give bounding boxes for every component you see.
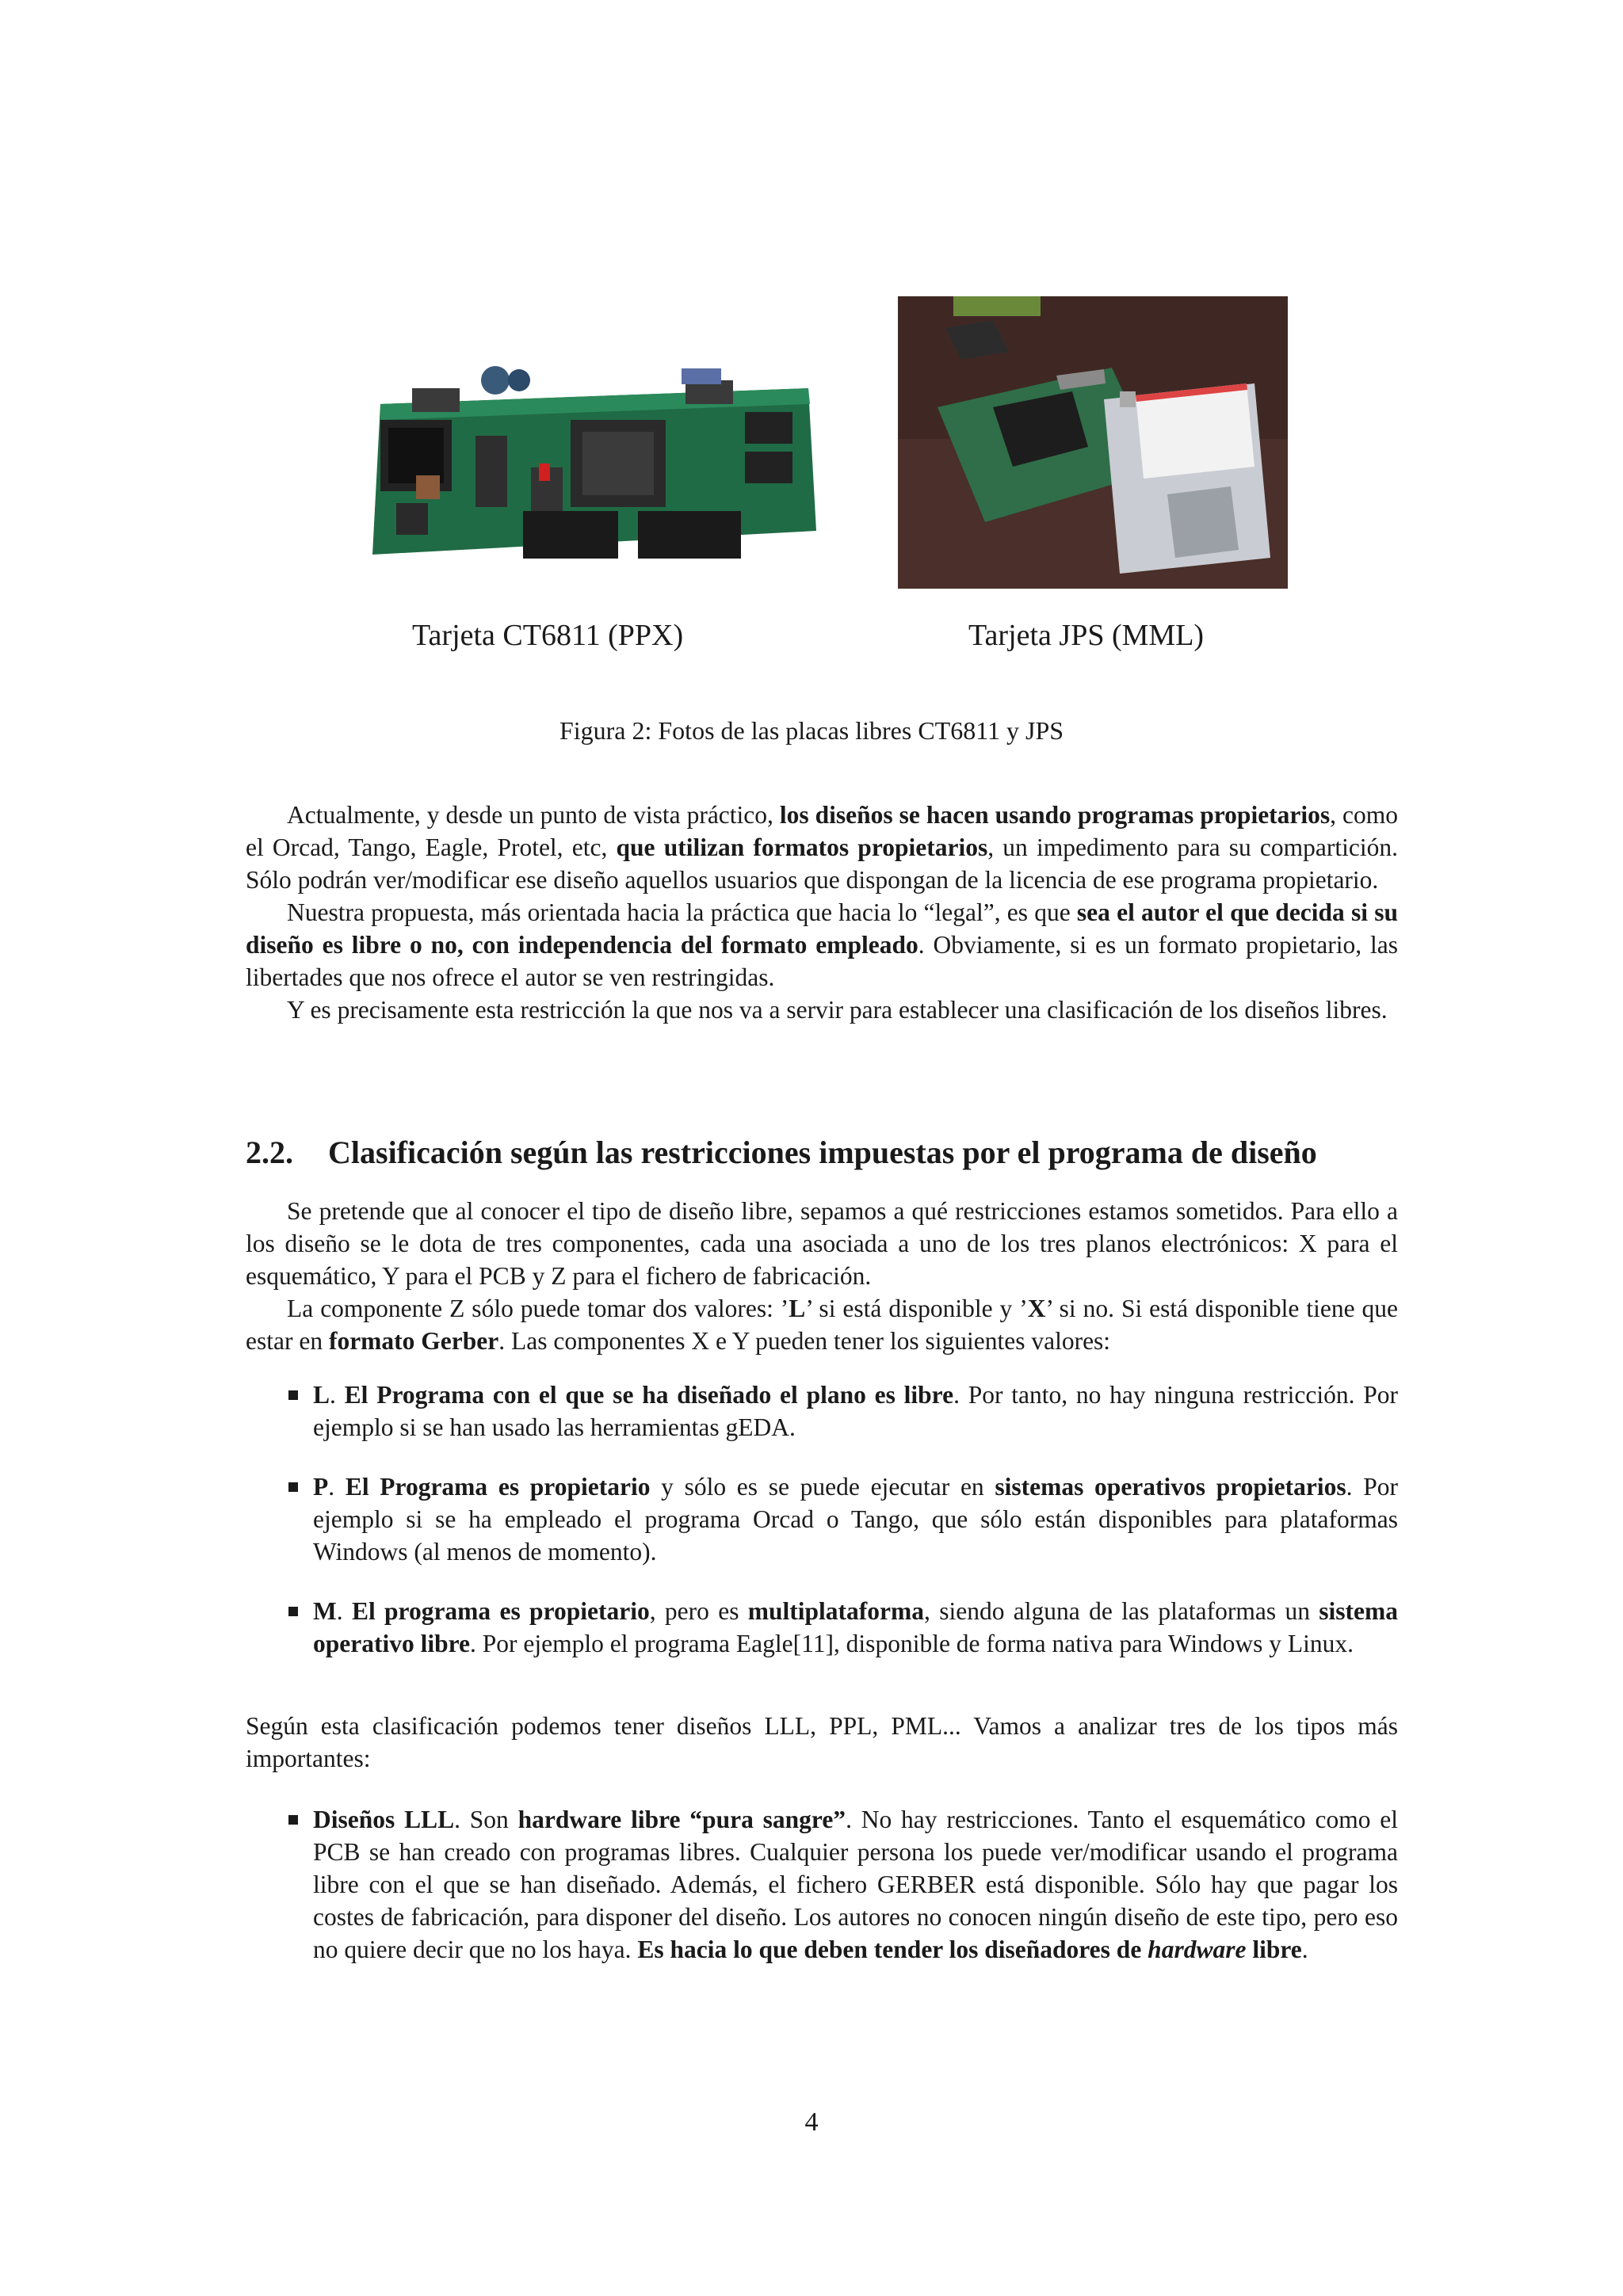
bullet-square-icon xyxy=(288,1482,298,1492)
photo-ct6811-board xyxy=(365,333,824,570)
section-title: Clasificación según las restricciones impuestas por el programa de diseño xyxy=(328,1135,1317,1170)
list-item xyxy=(246,1595,1398,1660)
bullet-square-icon xyxy=(288,1815,298,1825)
paragraph: Actualmente, y desde un punto de vista práctico, los diseños se hacen usando programas propietarios, como el Orcad, Tango, Eagle, Protel, etc, que utilizan formatos propietarios, un impedimento para su compartición. Sólo podrán ver/modificar ese diseño aquellos usuarios que dispongan de la licencia de ese programa propietario. xyxy=(246,801,1398,894)
figure-caption-left: Tarjeta CT6811 (PPX) xyxy=(412,619,684,652)
page-number: 4 xyxy=(804,2107,819,2137)
paragraph: Se pretende que al conocer el tipo de diseño libre, sepamos a qué restricciones estamos sometidos. Para ello a los diseño se le dota de tres componentes, cada una asociada a uno de los tres planos electrónicos: X para el esquemático, Y para el PCB y Z para el fichero de fabricación. xyxy=(246,1197,1398,1290)
paragraph-after-bullets xyxy=(246,1710,1398,1775)
pcb-photo-jps-with-floppy-icon xyxy=(898,296,1288,589)
list-item-text: Diseños LLL. Son hardware libre “pura sangre”. No hay restricciones. Tanto el esquemático como el PCB se han creado con programas libres. Cualquier persona los puede ver/modificar usando el programa libre con el que se han diseñado. Además, el fichero GERBER está disponible. Sólo hay que pagar los costes de fabricación, para disponer del diseño. Los autores no conocen ningún diseño de este tipo, pero eso no quiere decir que no los haya. Es hacia lo que deben tender los diseñadores de hardware libre. xyxy=(313,1806,1398,1963)
figure-caption-right: Tarjeta JPS (MML) xyxy=(968,619,1205,652)
section-number: 2.2. xyxy=(246,1135,293,1170)
bullet-square-icon xyxy=(288,1607,298,1616)
list-item xyxy=(246,1803,1398,1966)
pcb-photo-ct6811-icon xyxy=(365,333,824,570)
list-item-text: P. El Programa es propietario y sólo es se puede ejecutar en sistemas operativos propietarios. Por ejemplo si se ha empleado el programa Orcad o Tango, que sólo están disponibles para plataformas Windows (al menos de momento). xyxy=(313,1473,1398,1566)
paragraph: Según esta clasificación podemos tener diseños LLL, PPL, PML... Vamos a analizar tres de los tipos más importantes: xyxy=(246,1712,1398,1772)
paragraph-block-1 xyxy=(246,799,1398,1026)
list-item xyxy=(246,1470,1398,1568)
paragraph: Nuestra propuesta, más orientada hacia la práctica que hacia lo “legal”, es que sea el autor el que decida si su diseño es libre o no, con independencia del formato empleado. Obviamente, si es un formato propietario, las libertades que nos ofrece el autor se ven restringidas. xyxy=(246,898,1399,991)
bullet-list-values xyxy=(246,1379,1398,1687)
bullet-square-icon xyxy=(288,1390,298,1400)
paragraph: Y es precisamente esta restricción la que nos va a servir para establecer una clasificación de los diseños libres. xyxy=(287,996,1388,1024)
list-item-text: L. El Programa con el que se ha diseñado el plano es libre. Por tanto, no hay ninguna restricción. Por ejemplo si se han usado las herramientas gEDA. xyxy=(313,1381,1399,1441)
section-heading xyxy=(246,1131,1317,1174)
list-item-text: M. El programa es propietario, pero es multiplataforma, siendo alguna de las plataformas un sistema operativo libre. Por ejemplo el programa Eagle[11], disponible de forma nativa para Windows y Linux. xyxy=(313,1597,1398,1657)
paragraph-block-2 xyxy=(246,1195,1398,1357)
bullet-list-types xyxy=(246,1803,1398,1993)
paragraph: La componente Z sólo puede tomar dos valores: ’L’ si está disponible y ’X’ si no. Si está disponible tiene que estar en formato Gerber. Las componentes X e Y pueden tener los siguientes valores: xyxy=(246,1295,1398,1355)
figure-caption: Figura 2: Fotos de las placas libres CT6811 y JPS xyxy=(559,716,1064,745)
photo-jps-board xyxy=(898,296,1288,589)
list-item xyxy=(246,1379,1398,1444)
